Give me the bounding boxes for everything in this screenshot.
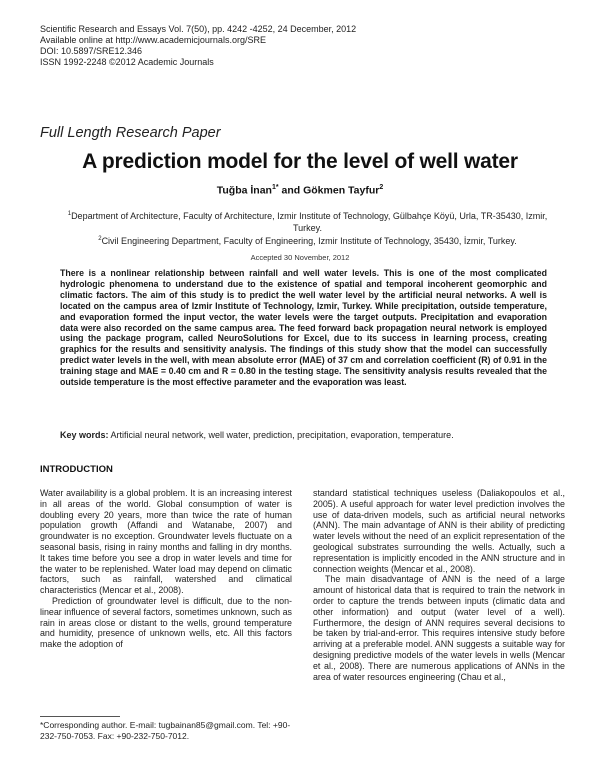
keywords-text: Artificial neural network, well water, prediction, precipitation, evaporation, temperature. bbox=[108, 430, 454, 440]
author-2-marker: 2 bbox=[379, 184, 384, 191]
journal-doi: DOI: 10.5897/SRE12.346 bbox=[40, 46, 143, 56]
author-1-marker: 1* bbox=[271, 184, 279, 191]
introduction-heading: INTRODUCTION bbox=[40, 464, 113, 475]
affiliation-1-marker: 1 bbox=[67, 211, 72, 217]
affiliation-1 bbox=[55, 209, 560, 234]
keywords-label: Key words: bbox=[60, 430, 109, 440]
journal-issn: ISSN 1992-2248 ©2012 Academic Journals bbox=[40, 57, 214, 67]
affiliation-2-text: Civil Engineering Department, Faculty of Engineering, Izmir Institute of Technology, 35430, İzmir, Turkey. bbox=[101, 236, 517, 246]
affiliation-1-text: Department of Architecture, Faculty of Architecture, Izmir Institute of Technology, Gülbahçe Köyü, Urla, TR-35430, Izmir, Turkey. bbox=[71, 211, 548, 233]
corresponding-author-footnote: *Corresponding author. E-mail: tugbainan85@gmail.com. Tel: +90-232-750-7053. Fax: +90-232-750-7012. bbox=[40, 720, 291, 741]
journal-header bbox=[40, 24, 356, 68]
affiliations bbox=[55, 209, 560, 248]
affiliation-2-marker: 2 bbox=[98, 236, 102, 242]
intro-paragraph-2: Prediction of groundwater level is difficult, due to the non-linear influence of several factors, sometimes unknown, such as rain in areas close or distant to the wells, ground temperature and humidity, presence of unknown wells, etc. All this factors make the adoption of bbox=[40, 595, 292, 650]
intro-paragraph-3: standard statistical techniques useless (Daliakopoulos et al., 2005). A useful approach for water level prediction involves the use of data-driven models, such as artificial neural networks (ANN). The main advantage of ANN is their ability of predicting water levels without the need of an explicit representation of the geological substrates surrounding the wells. Actually, such a representation is implicitly encoded in the ANN structure and in connection weights (Mencar et al., 2008). bbox=[313, 488, 565, 574]
abstract: There is a nonlinear relationship between rainfall and well water levels. This is one of the most complicated hydrologic phenomena to understand due to the existence of spatial and temporal incoherent geomorphic and climatic factors. The aim of this study is to predict the well water level by the artificial neural networks. A well is located on the campus area of Izmir Institute of Technology, Izmir, Turkey. While precipitation, outside temperature, and evaporation formed the input vector, the water levels were the target outputs. Precipitation and evaporation data were also recorded on the same campus area. The feed forward back propagation neural network is employed using the package program, called NeuroSolutions for Excel, due to its success in learning process, creating graphics for the results and sensitivity analysis. The findings of this study show that the model can successfully predict water levels in the well, with mean absolute error (MAE) of 37 cm and correlation coefficient (R) of 0.91 in the training stage and MAE = 0.40 cm and R = 0.80 in the testing stage. The sensitivity analysis results revealed that the outside temperature is the most effective parameter and the evaporation was least. bbox=[60, 268, 547, 388]
right-column bbox=[313, 488, 565, 682]
author-2-name: Gökmen Tayfur bbox=[303, 184, 380, 197]
affiliation-2 bbox=[55, 234, 560, 248]
left-column bbox=[40, 488, 292, 650]
accepted-date: Accepted 30 November, 2012 bbox=[250, 253, 350, 262]
footnote-rule bbox=[40, 716, 120, 717]
author-separator: and bbox=[278, 184, 304, 197]
author-1-name: Tuğba İnan bbox=[216, 184, 272, 197]
journal-citation: Scientific Research and Essays Vol. 7(50), pp. 4242 -4252, 24 December, 2012 bbox=[40, 24, 357, 34]
paper-type: Full Length Research Paper bbox=[40, 125, 221, 141]
keywords bbox=[60, 430, 547, 441]
intro-paragraph-4: The main disadvantage of ANN is the need of a large amount of historical data that is required to train the network in order to capture the trends between inputs (climatic data and other information) and output (water level of a well). Furthermore, the design of ANN requires several decisions to be taken by trial-and-error. This requires intensive study before arriving at a preferable model. ANN suggests a suitable way for designing predictive models of the water levels in wells (Mencar et al., 2008). There are numerous applications of ANNs in the area of water resources engineering (Chau et al., bbox=[313, 574, 565, 682]
author-line bbox=[0, 184, 600, 197]
intro-paragraph-1: Water availability is a global problem. It is an increasing interest in all areas of the world. Global consumption of water is doubling every 20 years, more than twice the rate of human population growth (Affandi and Watanabe, 2007) and groundwater is no exception. Groundwater levels fluctuate on a seasonal basis, rising in rainy months and falling in dry months. It takes time before you see a drop in water levels and time for the water to be replenished. Water load may depend on climatic factors, such as rainfall, watershed and climatical characteristics (Mencar et al., 2008). bbox=[40, 488, 292, 596]
journal-url: Available online at http://www.academicjournals.org/SRE bbox=[40, 35, 266, 45]
paper-title: A prediction model for the level of well water bbox=[82, 150, 518, 173]
